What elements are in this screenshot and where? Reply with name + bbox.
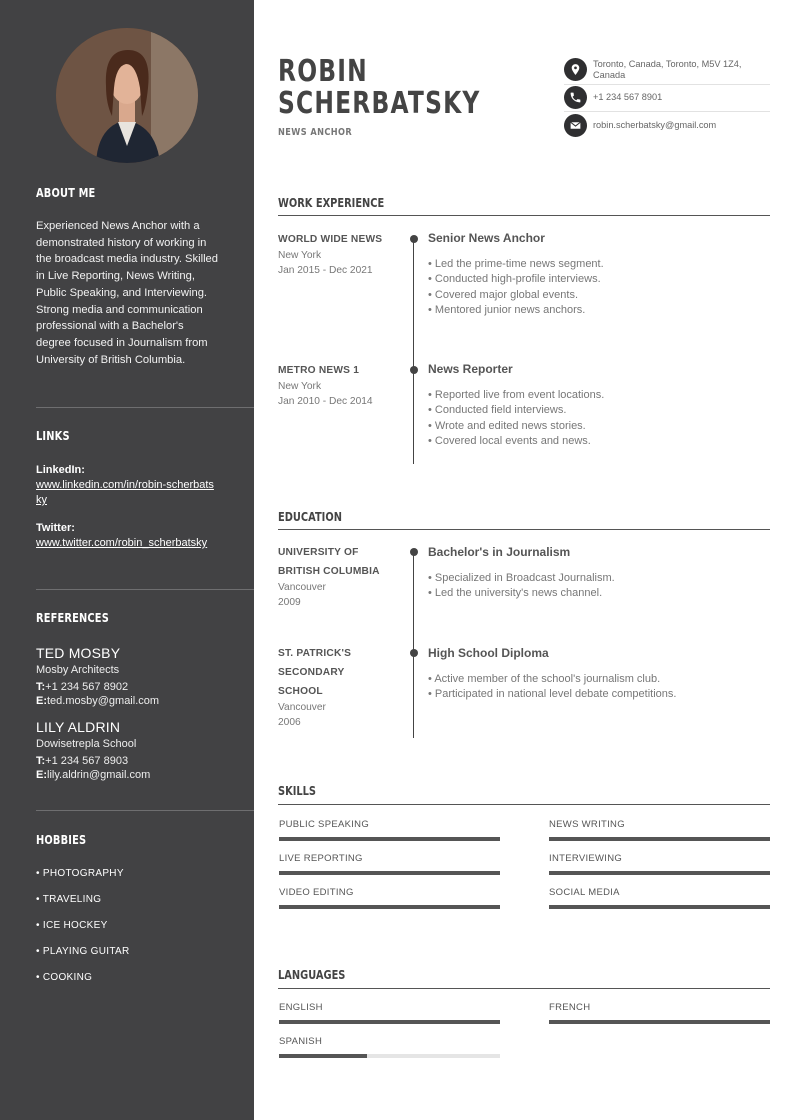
bullet-item: • Specialized in Broadcast Journalism.: [428, 571, 768, 586]
reference-email: lily.aldrin@gmail.com: [47, 769, 151, 781]
education-org: UNIVERSITY OF BRITISH COLUMBIA Vancouver 2009: [278, 543, 390, 610]
sidebar-divider: [36, 810, 254, 811]
job-title: News Reporter: [428, 362, 513, 376]
phone-label: T:: [36, 681, 46, 693]
linkedin-link[interactable]: www.linkedin.com/in/robin-scherbatsky: [36, 479, 214, 506]
skill-bar-fill: [549, 837, 770, 841]
skill-bar-fill: [279, 837, 500, 841]
bullet-item: • Led the prime-time news segment.: [428, 257, 768, 272]
education-entry: [428, 545, 768, 602]
education-location: Vancouver: [278, 582, 326, 593]
links-section: [36, 429, 254, 551]
reference-company: Dowisetrepla School: [36, 738, 137, 750]
language-label: ENGLISH: [279, 1002, 323, 1013]
timeline-line: [413, 552, 414, 738]
reference-item: [36, 719, 254, 781]
skill-bar-fill: [549, 905, 770, 909]
work-dates: Jan 2015 - Dec 2021: [278, 264, 373, 276]
timeline-dot: [410, 649, 418, 657]
hobby-item: • ICE HOCKEY: [36, 920, 108, 931]
contact-email: [564, 114, 770, 137]
education-org: ST. PATRICK'S SECONDARY SCHOOL Vancouver 2006: [278, 644, 390, 730]
reference-email: ted.mosby@gmail.com: [47, 695, 160, 707]
language-bar-fill: [279, 1054, 367, 1058]
timeline-dot: [410, 548, 418, 556]
sidebar: [0, 0, 254, 1120]
skill-item: [279, 819, 500, 841]
reference-name: LILY ALDRIN: [36, 719, 121, 735]
bullet-item: • Conducted field interviews.: [428, 403, 768, 418]
section-rule: [278, 529, 770, 530]
bullet-item: • Conducted high-profile interviews.: [428, 272, 768, 287]
linkedin-label: LinkedIn:: [36, 464, 85, 476]
contact-address: [564, 58, 770, 81]
timeline-dot: [410, 366, 418, 374]
skill-label: PUBLIC SPEAKING: [279, 819, 370, 830]
skill-item: [279, 887, 500, 909]
skill-bar-fill: [549, 871, 770, 875]
reference-company: Mosby Architects: [36, 664, 120, 676]
skill-bar-fill: [279, 905, 500, 909]
skill-label: VIDEO EDITING: [279, 887, 354, 898]
profile-photo: [56, 28, 198, 163]
job-role: NEWS ANCHOR: [278, 127, 353, 138]
skill-label: LIVE REPORTING: [279, 853, 363, 864]
education-dates: 2009: [278, 596, 301, 608]
work-location: New York: [278, 381, 322, 392]
degree-title: Bachelor's in Journalism: [428, 545, 571, 559]
work-org: METRO NEWS 1 New York Jan 2010 - Dec 2014: [278, 361, 390, 409]
work-org: WORLD WIDE NEWS New York Jan 2015 - Dec 2021: [278, 230, 390, 278]
timeline-dot: [410, 235, 418, 243]
reference-item: [36, 645, 254, 707]
work-location: New York: [278, 250, 322, 261]
skill-bar: [279, 905, 500, 909]
education-location: Vancouver: [278, 702, 326, 713]
languages-title: LANGUAGES: [278, 968, 346, 982]
work-entry: [428, 362, 768, 449]
skill-bar: [279, 837, 500, 841]
phone-text: +1 234 567 8901: [593, 92, 663, 102]
language-item: [279, 1036, 500, 1058]
reference-phone: +1 234 567 8902: [45, 681, 129, 693]
sidebar-divider: [36, 407, 254, 408]
education-dates: 2006: [278, 716, 301, 728]
hobby-item: • PHOTOGRAPHY: [36, 868, 124, 879]
address-text: Toronto, Canada, Toronto, M5V 1Z4, Canada: [593, 59, 742, 80]
references-title: REFERENCES: [36, 611, 109, 625]
work-entry: [428, 231, 768, 318]
reference-phone: +1 234 567 8903: [45, 755, 129, 767]
section-rule: [278, 988, 770, 989]
bullet-item: • Covered major global events.: [428, 288, 768, 303]
person-portrait-icon: [56, 28, 198, 163]
skill-bar: [549, 837, 770, 841]
contact-divider: [564, 111, 770, 112]
section-rule: [278, 804, 770, 805]
email-text: robin.scherbatsky@gmail.com: [593, 120, 717, 130]
links-title: LINKS: [36, 429, 70, 443]
references-section: [36, 611, 254, 781]
hobbies-title: HOBBIES: [36, 833, 87, 847]
degree-title: High School Diploma: [428, 646, 549, 660]
contact-divider: [564, 84, 770, 85]
about-title: ABOUT ME: [36, 186, 96, 200]
phone-icon: [564, 86, 587, 109]
skill-bar: [279, 871, 500, 875]
contact-phone: [564, 86, 770, 109]
phone-label: T:: [36, 755, 46, 767]
language-label: SPANISH: [279, 1036, 323, 1047]
bullet-item: • Participated in national level debate competitions.: [428, 687, 768, 702]
education-title: EDUCATION: [278, 510, 342, 524]
skills-title: SKILLS: [278, 784, 317, 798]
bullet-item: • Covered local events and news.: [428, 434, 768, 449]
bullet-item: • Wrote and edited news stories.: [428, 419, 768, 434]
envelope-icon: [564, 114, 587, 137]
hobby-item: • COOKING: [36, 972, 93, 983]
language-bar-fill: [549, 1020, 770, 1024]
language-bar-fill: [279, 1020, 500, 1024]
skill-label: NEWS WRITING: [549, 819, 625, 830]
language-bar: [549, 1020, 770, 1024]
skill-item: [279, 853, 500, 875]
bullet-item: • Mentored junior news anchors.: [428, 303, 768, 318]
twitter-link[interactable]: www.twitter.com/robin_scherbatsky: [36, 537, 208, 549]
skill-item: [549, 887, 770, 909]
hobby-item: • TRAVELING: [36, 894, 102, 905]
sidebar-divider: [36, 589, 254, 590]
language-item: [279, 1002, 500, 1024]
skill-item: [549, 819, 770, 841]
language-bar: [279, 1020, 500, 1024]
skill-bar: [549, 905, 770, 909]
twitter-label: Twitter:: [36, 522, 75, 534]
work-dates: Jan 2010 - Dec 2014: [278, 395, 373, 407]
timeline-line: [413, 238, 414, 464]
skill-item: [549, 853, 770, 875]
work-experience-title: WORK EXPERIENCE: [278, 196, 385, 210]
reference-name: TED MOSBY: [36, 645, 121, 661]
about-section: [36, 186, 254, 368]
education-entry: [428, 646, 768, 703]
skill-label: INTERVIEWING: [549, 853, 623, 864]
language-item: [549, 1002, 770, 1024]
bullet-item: • Active member of the school's journalism club.: [428, 672, 768, 687]
skill-bar: [549, 871, 770, 875]
full-name: ROBIN SCHERBATSKY: [278, 54, 481, 121]
language-bar: [279, 1054, 500, 1058]
bullet-item: • Reported live from event locations.: [428, 388, 768, 403]
language-label: FRENCH: [549, 1002, 591, 1013]
section-rule: [278, 215, 770, 216]
job-title: Senior News Anchor: [428, 231, 545, 245]
skill-bar-fill: [279, 871, 500, 875]
location-pin-icon: [564, 58, 587, 81]
skill-label: SOCIAL MEDIA: [549, 887, 620, 898]
email-label: E:: [36, 695, 47, 707]
about-text: Experienced News Anchor with a demonstrated history of working in the broadcast media industry. Skilled in Live Reporting, News Writing, Public Speaking, and Interviewing. Strong media and communication professional with a Bachelor's degree focused in Journalism from University of British Columbia.: [36, 220, 218, 366]
hobby-item: • PLAYING GUITAR: [36, 946, 130, 957]
email-label: E:: [36, 769, 47, 781]
bullet-item: • Led the university's news channel.: [428, 586, 768, 601]
hobbies-section: [36, 833, 254, 997]
